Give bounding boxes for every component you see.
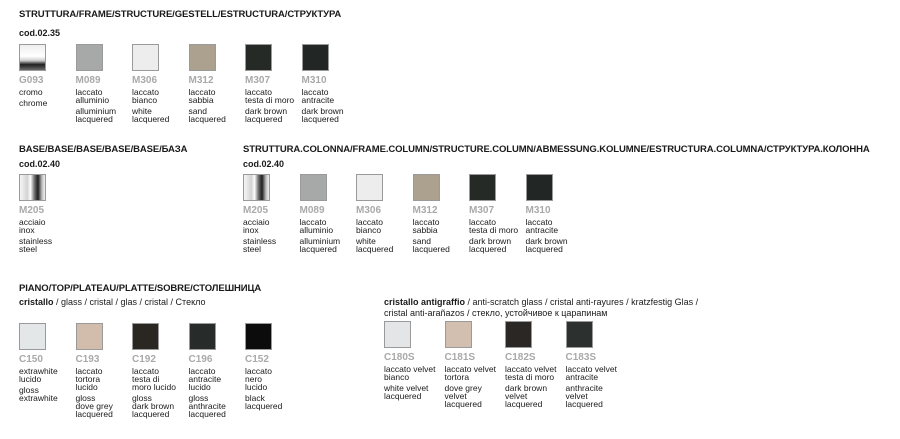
- finish-name-it: laccato sabbia: [188, 87, 216, 105]
- swatch-item: [505, 321, 567, 408]
- finish-code: M307: [245, 75, 271, 86]
- finish-name-en: sand lacquered: [412, 236, 450, 254]
- swatch-item: [469, 174, 525, 253]
- finish-name-en: white lacquered: [356, 236, 394, 254]
- finish-code: C150: [19, 354, 43, 365]
- finish-name-en: stainless steel: [19, 236, 53, 254]
- swatch-item: [300, 174, 356, 253]
- finish-code: C183S: [565, 352, 597, 363]
- color-swatch: [526, 174, 553, 201]
- swatch-item: [132, 323, 188, 418]
- color-swatch: [505, 321, 532, 348]
- color-swatch: [19, 174, 46, 201]
- color-swatch: [19, 44, 46, 71]
- anti-scratch-subtitle-line2: cristal anti-arañazos / стекло, устойчивое к царапинам: [384, 308, 608, 318]
- color-swatch: [189, 323, 216, 350]
- finish-name-en: white lacquered: [132, 106, 170, 124]
- swatch-item: [384, 321, 446, 400]
- finish-name-it: laccato velvet antracite: [565, 364, 617, 382]
- color-swatch: [445, 321, 472, 348]
- color-swatch: [243, 174, 270, 201]
- finish-code: C182S: [505, 352, 536, 363]
- swatch-item: [19, 174, 75, 253]
- color-swatch: [19, 323, 46, 350]
- finish-code: C152: [245, 354, 269, 365]
- finish-name-it: acciaio inox: [243, 217, 270, 235]
- finish-code: M205: [243, 205, 269, 216]
- color-swatch: [302, 44, 329, 71]
- finish-name-en: dark brown lacquered: [245, 106, 288, 124]
- finish-name-en: gloss dove grey lacquered: [75, 393, 113, 419]
- color-swatch: [245, 323, 272, 350]
- finish-name-it: laccato velvet testa di moro: [505, 364, 557, 382]
- finish-name-it: laccato nero lucido: [245, 366, 272, 392]
- top-heading: PIANO/TOP/PLATEAU/PLATTE/SOBRE/СТОЛЕШНИЦА: [19, 283, 262, 294]
- swatch-item: [526, 174, 582, 253]
- finish-code: C192: [132, 354, 156, 365]
- finish-code: M310: [525, 205, 551, 216]
- finish-name-it: laccato testa di moro lucido: [132, 366, 176, 392]
- color-swatch: [76, 44, 103, 71]
- finish-name-it: laccato bianco: [132, 87, 159, 105]
- finish-name-it: laccato antracite: [301, 87, 335, 105]
- finish-name-it: laccato sabbia: [412, 217, 440, 235]
- finish-code: G093: [19, 75, 44, 86]
- structure-heading: STRUTTURA/FRAME/STRUCTURE/GESTELL/ESTRUCTURA/СТРУКТУРА: [19, 9, 342, 20]
- swatch-item: [189, 323, 245, 418]
- finish-code: M310: [301, 75, 327, 86]
- finish-name-en: chrome: [19, 98, 48, 108]
- color-swatch: [76, 323, 103, 350]
- finish-name-en: sand lacquered: [188, 106, 226, 124]
- finish-code: M306: [132, 75, 158, 86]
- swatch-item: [445, 321, 507, 408]
- finish-name-en: dark brown lacquered: [301, 106, 344, 124]
- swatch-item: [189, 44, 245, 123]
- base-code: cod.02.40: [19, 159, 61, 169]
- swatch-item: [76, 323, 132, 418]
- glass-subtitle: cristallo / glass / cristal / glas / cristal / Стекло: [19, 297, 206, 307]
- finish-name-en: gloss anthracite lacquered: [188, 393, 226, 419]
- finish-name-en: dove grey velvet lacquered: [444, 383, 482, 409]
- finish-name-it: laccato testa di moro: [245, 87, 295, 105]
- finish-name-en: white velvet lacquered: [384, 383, 429, 401]
- finish-name-it: cromo: [19, 87, 43, 97]
- structure-code: cod.02.35: [19, 28, 61, 38]
- finish-name-en: gloss extrawhite: [19, 385, 58, 403]
- swatch-item: [243, 174, 299, 253]
- swatch-item: [19, 323, 75, 402]
- swatch-item: [19, 44, 75, 107]
- finish-code: M312: [412, 205, 438, 216]
- finish-code: M306: [356, 205, 382, 216]
- anti-scratch-subtitle-line1: cristallo antigraffio / anti-scratch glass / cristal anti-rayures / kratzfestig Glas /: [384, 297, 699, 307]
- swatch-item: [566, 321, 628, 408]
- finish-code: C180S: [384, 352, 415, 363]
- finish-name-en: stainless steel: [243, 236, 277, 254]
- finish-name-en: alluminium lacquered: [299, 236, 341, 254]
- finish-name-en: dark brown velvet lacquered: [505, 383, 548, 409]
- finish-code: C181S: [444, 352, 476, 363]
- finish-code: C193: [75, 354, 100, 365]
- swatch-item: [356, 174, 412, 253]
- swatch-item: [245, 323, 301, 410]
- finish-name-it: laccato testa di moro: [469, 217, 519, 235]
- finish-code: M312: [188, 75, 214, 86]
- column-code: cod.02.40: [243, 159, 285, 169]
- color-swatch: [300, 174, 327, 201]
- color-swatch: [132, 44, 159, 71]
- finish-name-en: alluminium lacquered: [75, 106, 117, 124]
- finish-name-en: dark brown lacquered: [469, 236, 512, 254]
- finish-code: M089: [75, 75, 101, 86]
- finish-name-it: laccato alluminio: [299, 217, 334, 235]
- swatch-item: [245, 44, 301, 123]
- finish-name-it: laccato alluminio: [75, 87, 110, 105]
- color-swatch: [189, 44, 216, 71]
- color-swatch: [469, 174, 496, 201]
- color-swatch: [245, 44, 272, 71]
- finish-code: M089: [299, 205, 325, 216]
- finish-name-it: laccato tortora lucido: [75, 366, 103, 392]
- base-heading: BASE/BASE/BASE/BASE/BASE/БАЗА: [19, 144, 188, 155]
- finish-name-en: gloss dark brown lacquered: [132, 393, 175, 419]
- finish-code: C196: [188, 354, 213, 365]
- finish-name-en: anthracite velvet lacquered: [565, 383, 603, 409]
- swatch-item: [413, 174, 469, 253]
- finish-name-it: laccato velvet tortora: [444, 364, 496, 382]
- finish-name-it: laccato velvet bianco: [384, 364, 436, 382]
- finish-name-it: laccato bianco: [356, 217, 383, 235]
- swatch-item: [76, 44, 132, 123]
- color-swatch: [384, 321, 411, 348]
- finish-name-it: laccato antracite lucido: [188, 366, 222, 392]
- finish-name-en: black lacquered: [245, 393, 283, 411]
- color-swatch: [356, 174, 383, 201]
- color-swatch: [566, 321, 593, 348]
- finish-code: M307: [469, 205, 495, 216]
- color-swatch: [132, 323, 159, 350]
- column-heading: STRUTTURA.COLONNA/FRAME.COLUMN/STRUCTURE.COLUMN/ABMESSUNG.KOLUMNE/ESTRUCTURA.COLUMNA/СТРУКТУРА.КОЛОННА: [243, 144, 870, 155]
- finish-name-it: extrawhite lucido: [19, 366, 58, 384]
- finish-name-it: acciaio inox: [19, 217, 46, 235]
- swatch-item: [132, 44, 188, 123]
- finish-name-en: dark brown lacquered: [525, 236, 568, 254]
- finish-name-it: laccato antracite: [525, 217, 559, 235]
- swatch-item: [302, 44, 358, 123]
- color-swatch: [413, 174, 440, 201]
- finish-code: M205: [19, 205, 45, 216]
